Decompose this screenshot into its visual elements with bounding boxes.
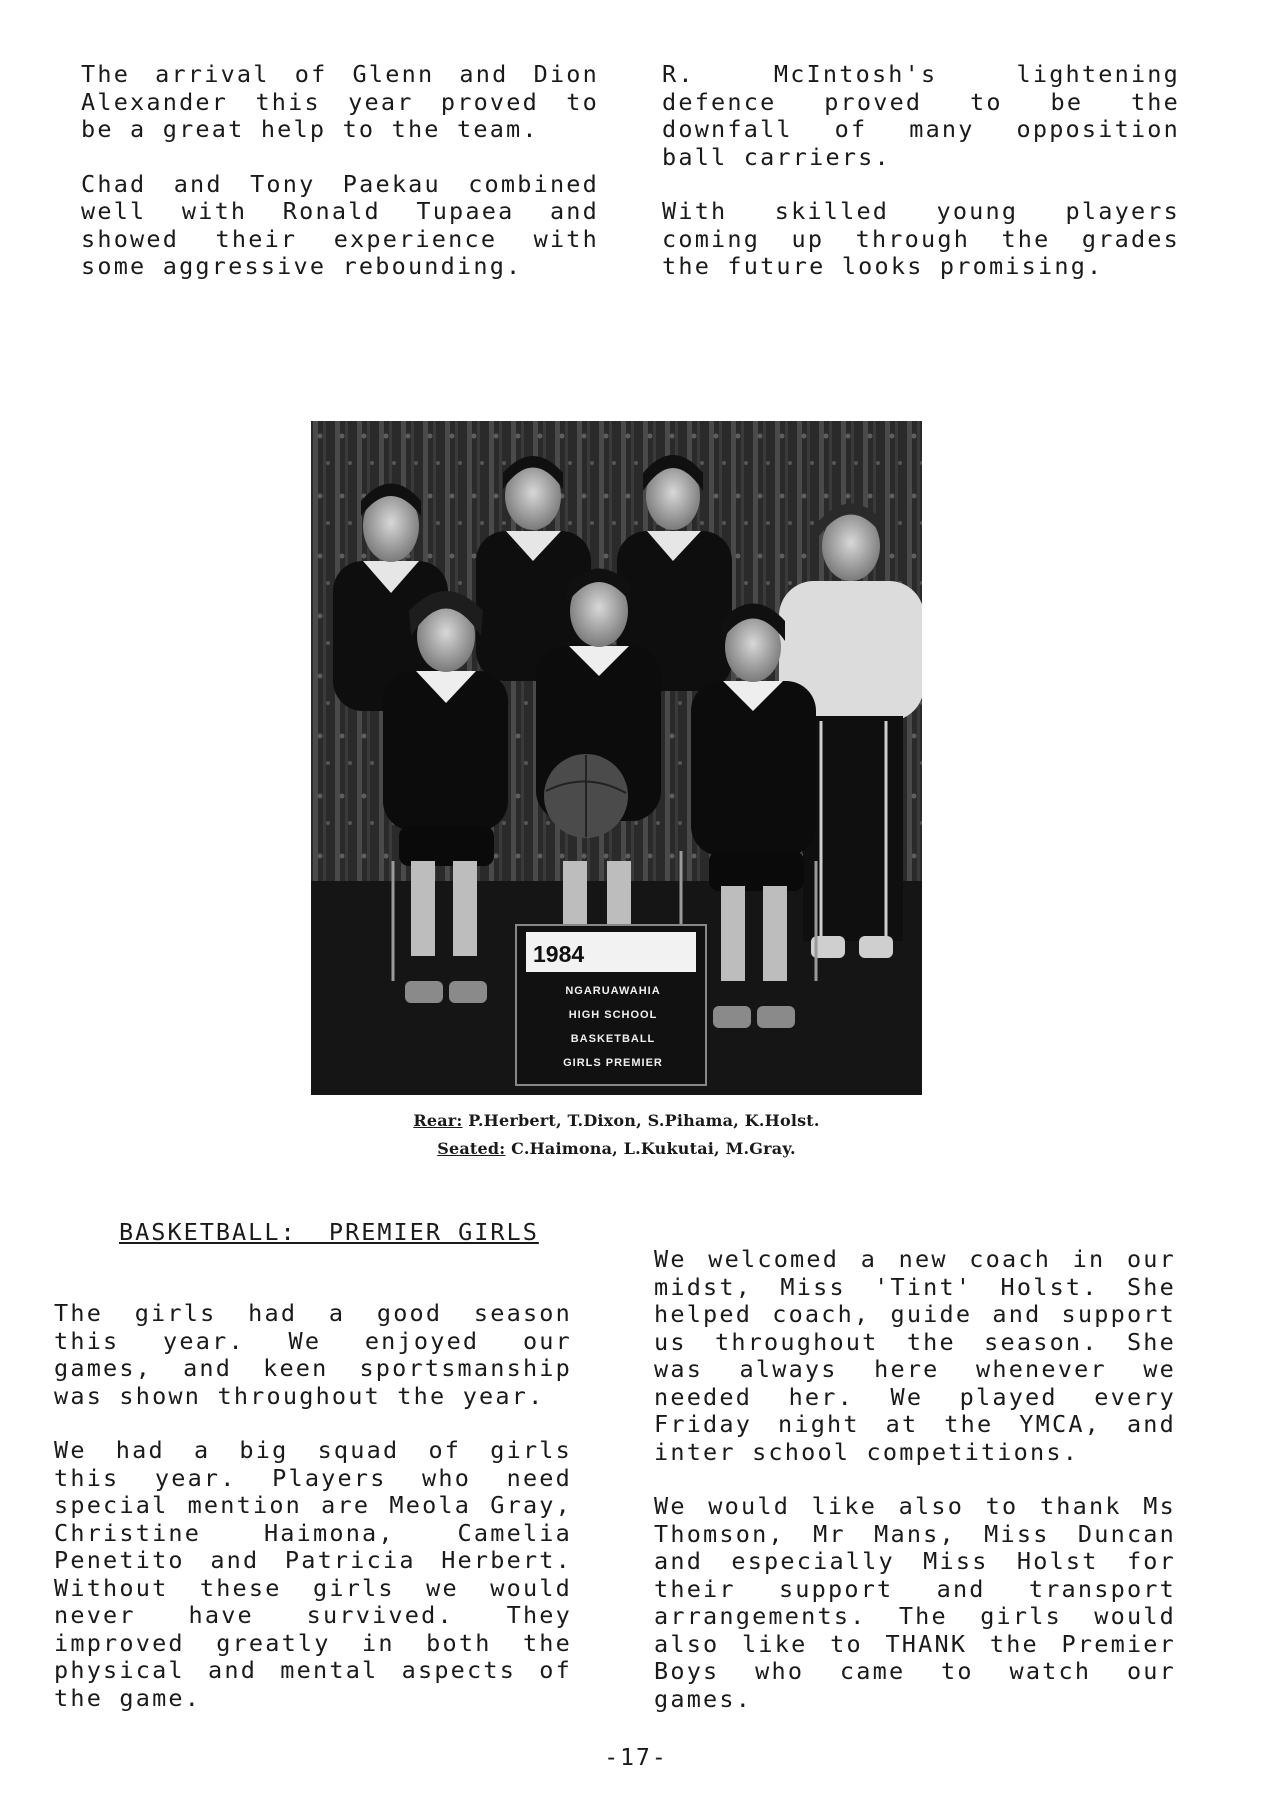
paragraph: We had a big squad of girls this year. Players who need special mention are Meola Gray, Christine Haimona, Camelia Penetito and Patricia Herbert. Without these girls we would never have survived. They improved greatly in both the physical and mental aspects of the game.: [54, 1436, 572, 1712]
caption-seated-label: Seated:: [437, 1139, 506, 1158]
paragraph: With skilled young players coming up through the grades the future looks promising.: [662, 197, 1180, 280]
paragraph: The arrival of Glenn and Dion Alexander this year proved to be a great help to the team.: [81, 60, 599, 143]
bottom-right-column: [654, 1246, 1176, 1713]
caption-seated-names: C.Haimona, L.Kukutai, M.Gray.: [511, 1139, 796, 1158]
team-sign: [516, 925, 706, 1085]
bottom-left-column: [54, 1300, 572, 1712]
top-right-column: [662, 61, 1180, 281]
section-title: BASKETBALL: PREMIER GIRLS: [119, 1218, 539, 1246]
caption-seated-line: [311, 1135, 922, 1163]
paragraph: R. McIntosh's lightening defence proved to be the downfall of many opposition ball carriers.: [662, 60, 1180, 171]
paragraph: The girls had a good season this year. We enjoyed our games, and keen sportsmanship was shown throughout the year.: [54, 1299, 572, 1410]
team-photo: [311, 421, 922, 1095]
paragraph: We welcomed a new coach in our midst, Miss 'Tint' Holst. She helped coach, guide and support us throughout the season. She was always here whenever we needed her. We played every Friday night at the YMCA, and inter school competitions.: [654, 1245, 1176, 1466]
caption-rear-names: P.Herbert, T.Dixon, S.Pihama, K.Holst.: [468, 1111, 820, 1130]
caption-rear-line: [311, 1107, 922, 1135]
paragraph: We would like also to thank Ms Thomson, Mr Mans, Miss Duncan and especially Miss Holst for their support and transport arrangements. The girls would also like to THANK the Premier Boys who came to watch our games.: [654, 1492, 1176, 1713]
sign-line: BASKETBALL: [570, 1033, 656, 1045]
photo-caption: [311, 1107, 922, 1163]
sign-line: GIRLS PREMIER: [563, 1057, 663, 1069]
sign-line: NGARUAWAHIA: [565, 985, 661, 997]
sign-line: HIGH SCHOOL: [568, 1009, 658, 1021]
top-left-column: [81, 61, 599, 281]
caption-rear-label: Rear:: [413, 1111, 463, 1130]
paragraph: Chad and Tony Paekau combined well with Ronald Tupaea and showed their experience with some aggressive rebounding.: [81, 169, 599, 280]
page-number: -17-: [604, 1745, 668, 1771]
sign-year: 1984: [533, 941, 585, 967]
